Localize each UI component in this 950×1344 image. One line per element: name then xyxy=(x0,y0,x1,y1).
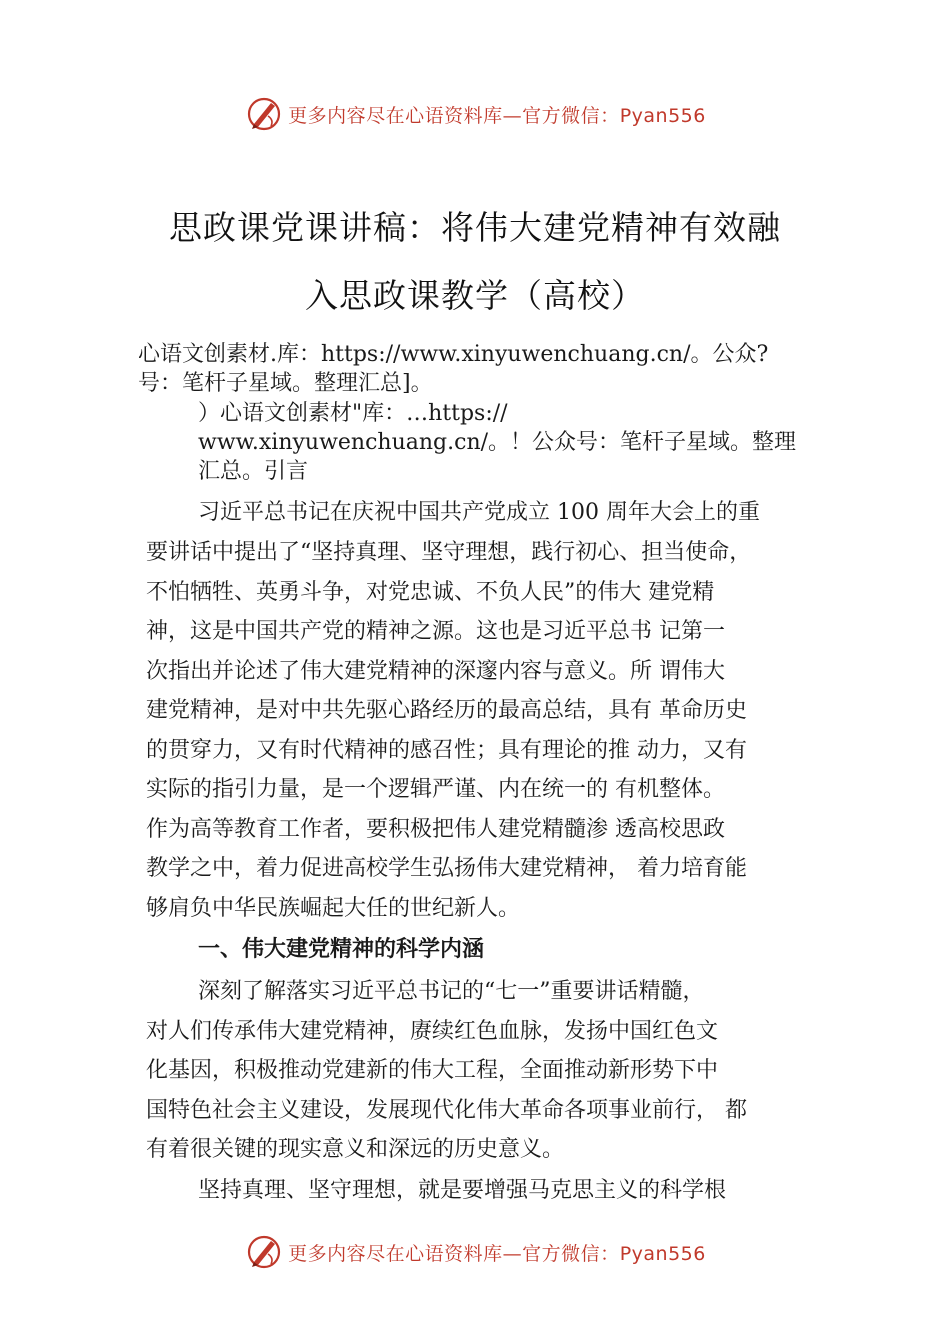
header-note-line: ）心语文创素材"库：…https:// xyxy=(198,401,508,426)
paragraph-line: 不怕牺牲、英勇斗争，对党忠诚、不负人民”的伟大 建党精 xyxy=(146,580,715,605)
header-note-line: 汇总。引言 xyxy=(198,459,309,484)
banner-id: Pyan556 xyxy=(619,1242,706,1265)
paragraph-line: 对人们传承伟大建党精神，赓续红色血脉，发扬中国红色文 xyxy=(146,1019,719,1044)
banner-main: 更多内容尽在心语资料库 xyxy=(288,1242,503,1265)
banner-wechat: 官方微信： xyxy=(522,1242,620,1265)
banner-main: 更多内容尽在心语资料库 xyxy=(288,104,503,127)
document-title-line-2: 入思政课教学（高校） xyxy=(305,276,645,315)
paragraph-line: 够肩负中华民族崛起大任的世纪新人。 xyxy=(146,896,521,921)
paragraph-line: 坚持真理、坚守理想，就是要增强马克思主义的科学根 xyxy=(198,1178,727,1203)
bottom-banner xyxy=(0,1232,950,1272)
paragraph-line: 化基因，积极推动党建新的伟大工程，全面推动新形势下中 xyxy=(146,1058,719,1083)
pen-logo-icon xyxy=(244,94,284,134)
banner-wechat: 官方微信： xyxy=(522,104,620,127)
paragraph-line: 深刻了解落实习近平总书记的“七一”重要讲话精髓， xyxy=(198,979,705,1004)
paragraph-line: 实际的指引力量，是一个逻辑严谨、内在统一的 有机整体。 xyxy=(146,777,725,802)
paragraph-line: 作为高等教育工作者，要积极把伟人建党精髓渗 透高校思政 xyxy=(146,817,725,842)
top-banner xyxy=(0,94,950,134)
header-note-line: www.xinyuwenchuang.cn/。！公众号：笔杆子星域。整理 xyxy=(198,430,797,455)
paragraph-line: 要讲话中提出了“坚持真理、坚守理想，践行初心、担当使命， xyxy=(146,540,752,565)
paragraph-line: 习近平总书记在庆祝中国共产党成立 100 周年大会上的重 xyxy=(198,500,760,525)
header-note-line: 心语文创素材.库：https://www.xinyuwenchuang.cn/。公众? xyxy=(138,342,769,367)
banner-dash: — xyxy=(502,1242,523,1265)
banner-content xyxy=(244,1232,706,1272)
header-note-line: 号：笔杆子星域。整理汇总]。 xyxy=(138,371,433,396)
section-heading: 一、伟大建党精神的科学内涵 xyxy=(198,936,485,962)
paragraph-line: 教学之中，着力促进高校学生弘扬伟大建党精神， 着力培育能 xyxy=(146,856,747,881)
banner-id: Pyan556 xyxy=(619,104,706,127)
banner-text xyxy=(288,101,706,128)
paragraph-line: 有着很关键的现实意义和深远的历史意义。 xyxy=(146,1137,565,1162)
paragraph-line: 建党精神，是对中共先驱心路经历的最高总结，具有 革命历史 xyxy=(146,698,747,723)
document-title-line-1: 思政课党课讲稿：将伟大建党精神有效融 xyxy=(169,208,781,247)
pen-logo-icon xyxy=(244,1232,284,1272)
banner-text xyxy=(288,1239,706,1266)
paragraph-line: 的贯穿力，又有时代精神的感召性；具有理论的推 动力，又有 xyxy=(146,738,747,763)
paragraph-line: 次指出并论述了伟大建党精神的深邃内容与意义。所 谓伟大 xyxy=(146,659,725,684)
paragraph-line: 神，这是中国共产党的精神之源。这也是习近平总书 记第一 xyxy=(146,619,725,644)
paragraph-line: 国特色社会主义建设，发展现代化伟大革命各项事业前行， 都 xyxy=(146,1098,747,1123)
banner-dash: — xyxy=(502,104,523,127)
banner-content xyxy=(244,94,706,134)
